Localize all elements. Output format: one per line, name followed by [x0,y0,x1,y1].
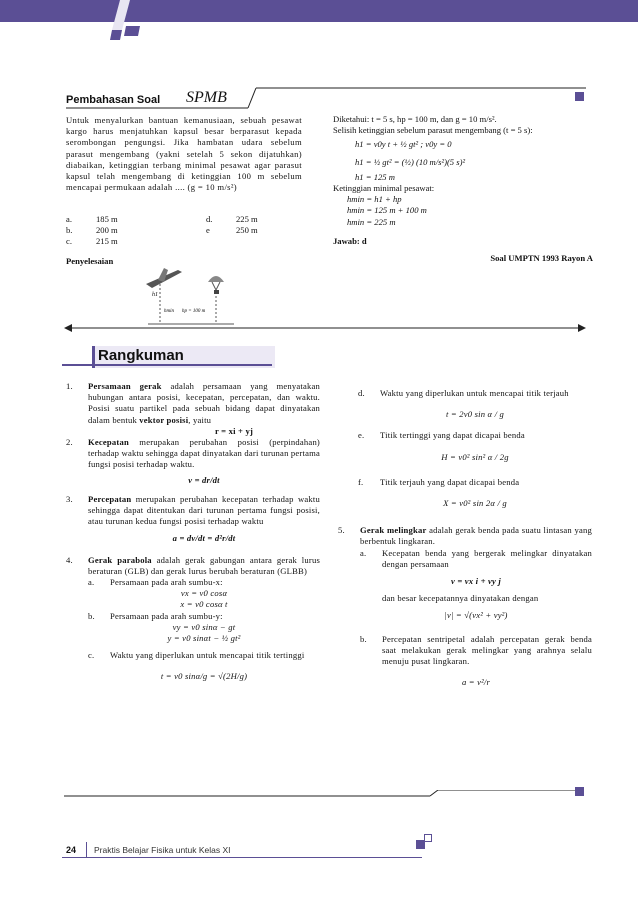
summary-item: 2. Kecepatan merupakan perubahan posisi (perpindahan) terhadap waktu sehingga dapat dinyatakan dari turunan pertama fungsi posisi terhadap waktu. v = dr/dt [66,437,320,485]
option-key: a. [66,214,72,224]
formula-vx: vx = v0 cosα [180,588,228,599]
option-key: e [206,225,210,236]
eq-hmin-3: hmin = 225 m [347,216,396,227]
corner-square-icon [575,787,584,796]
formula-H: H = v0² sin² α / 2g [441,451,509,462]
min-height-label: Ketinggian minimal pesawat: [333,183,435,194]
option-value: 215 m [96,236,118,247]
summary-item: 5. Gerak melingkar adalah gerak benda pada suatu lintasan yang berbentuk lingkaran. [338,525,592,547]
formula-X: X = v0² sin 2α / g [443,498,507,509]
section-tag: SPMB [186,89,227,106]
formula-position: r = xi + yj [214,425,254,436]
summary-right-column: d. Waktu yang diperlukan untuk mencapai titik terjauh t = 2v0 sin α / g e. Titik tertinggi yang dapat dicapai benda H = v0² sin² α / 2g f. Titik terjauh yang dapat dicapai benda X = v0² sin 2α / g 5. Gerak melingkar adalah gerak benda pada suatu lintasan yang berbentuk lingkaran. a. Kecepatan benda yang bergerak melingkar dinyatakan dengan persamaan v = vx i + vy j dan besar kecepatannya dinyatakan dengan |v| = √(vx² + vy²) b. Percepatan sentripetal adalah percepatan gerak benda saat melakukan gerak melingkar yang arahnya selalu menuju pusat lingkaran. a = v²/r [338,388,592,688]
problem-text: Untuk menyalurkan bantuan kemanusiaan, sebuah pesawat kargo harus menjatuhkan kapsul besar berparasut kepada serombongan pengungsi. Jika hambatan udara sebelum parasut mengembang (yakni setelah 5 sekon dijatuhkan) diabaikan, ketinggian terbang minimal pesawat agar parasut kapsul telah mengembang di ketinggian 100 m sebelum mencapai permukaan adalah .... (g = 10 m/s²) [66,115,302,193]
step-intro: Selisih ketinggian sebelum parasut mengembang (t = 5 s): [333,125,533,136]
header-rule [66,86,586,112]
formula-vy: vy = v0 sinα − gt [172,621,236,632]
bottom-rule [64,790,594,804]
formula-velocity: v = dr/dt [188,474,220,485]
summary-title: Rangkuman [98,347,184,364]
summary-item: 1. Persamaan gerak adalah persamaan yang menyatakan hubungan antara posisi, kecepatan, percepatan, dan waktu. Posisi suatu partikel pada sebuah bidang dapat dinyatakan dalam bentuk vektor posisi, yaitu r = xi + yj [66,381,321,436]
option-key: c. [66,236,72,247]
summary-item: 3. Percepatan merupakan perubahan kecepatan terhadap waktu sehingga dapat ditentukan dari turunan pertama fungsi posisi, atau turunan kedua fungsi posisi terhadap waktu a = dv/dt = d²r/dt [66,493,320,544]
given-text: Diketahui: t = 5 s, hp = 100 m, dan g = 10 m/s². [333,114,497,124]
page-number: 24 [66,845,77,855]
eq-h1-general: h1 = v0y t + ½ gt² ; v0y = 0 [355,139,452,150]
formula-x: x = v0 cosα t [180,599,228,610]
figure-label-hmin: hmin [164,309,174,314]
eq-hmin-2: hmin = 125 m + 100 m [347,205,427,216]
formula-t-top: t = v0 sinα/g = √(2H/g) [160,671,248,682]
formula-y: y = v0 sinαt − ½ gt² [167,633,241,644]
solution-column: Diketahui: t = 5 s, hp = 100 m, dan g = 10 m/s². Selisih ketinggian sebelum parasut mengembang (t = 5 s): h1 = v0y t + ½ gt² ; v0y = 0 h1 = ½ gt² = (½) (10 m/s²)(5 s)² h1 = 125 m Ketinggian minimal pesawat: hmin = h1 + hp hmin = 125 m + 100 m hmin = 225 m Jawab: d Soal UMPTN 1993 Rayon A [333,114,593,264]
answer-label: Jawab [333,235,357,246]
figure-label-hp: hp = 100 m [182,309,206,314]
option-key: b. [66,225,73,236]
problem-options [66,214,302,248]
figure-label-h1: h1 [152,292,158,298]
answer-value: d [361,235,367,246]
summary-left-column: 1. Persamaan gerak adalah persamaan yang menyatakan hubungan antara posisi, kecepatan, percepatan, dan waktu. Posisi suatu partikel pada sebuah bidang dapat dinyatakan dalam bentuk vektor posisi, yaitu r = xi + yj 2. Kecepatan merupakan perubahan posisi (perpindahan) terhadap waktu sehingga dapat dinyatakan dari turunan pertama fungsi posisi terhadap waktu. v = dr/dt 3. Percepatan merupakan perubahan kecepatan terhadap waktu sehingga dapat ditentukan dari turunan pertama fungsi posisi, atau turunan kedua fungsi posisi terhadap waktu a = dv/dt = d²r/dt 4. Gerak parabola adalah gerak gabungan antara gerak lurus beraturan (GLB) dan gerak lurus berubah beraturan (GLBB) a. Persamaan pada arah sumbu-x: vx = v0 cosα x = v0 cosα t b. Persamaan pada arah sumbu-y: vy = v0 sinα − gt y = v0 sinαt − ½ gt² c. Waktu yang diperlukan untuk mencapai titik tertinggi t = v0 sinα/g = √(2H/g) [66,381,321,682]
option-value: 200 m [96,225,118,236]
option-value: 225 m [236,214,258,224]
header-logo-icon [108,0,148,46]
option-key: d. [206,214,213,224]
formula-acceleration: a = dv/dt = d²r/dt [172,533,236,544]
corner-square-icon [575,92,584,101]
formula-t-far: t = 2v0 sin α / g [445,409,505,420]
eq-h1-subst: h1 = ½ gt² = (½) (10 m/s²)(5 s)² [355,156,466,167]
eq-h1-result: h1 = 125 m [355,171,395,182]
formula-v-vector: v = vx i + vy j [450,576,501,587]
section-title: Pembahasan Soal [66,94,161,106]
option-value: 185 m [96,214,118,224]
formula-v-magnitude: |v| = √(vx² + vy²) [444,610,508,621]
eq-hmin-1: hmin = h1 + hp [347,194,402,205]
formula-centripetal: a = v²/r [461,677,491,688]
book-title: Praktis Belajar Fisika untuk Kelas XI [94,845,231,855]
option-value: 250 m [236,225,258,236]
footer-square-outline-icon [424,834,432,842]
answer-source: Soal UMPTN 1993 Rayon A [490,253,593,264]
summary-item: 4. Gerak parabola adalah gerak gabungan antara gerak lurus beraturan (GLB) dan gerak lurus berubah beraturan (GLBB) [66,554,320,576]
solution-label: Penyelesaian [66,256,114,266]
problem-box-rule [64,318,594,340]
header-band [0,0,638,22]
